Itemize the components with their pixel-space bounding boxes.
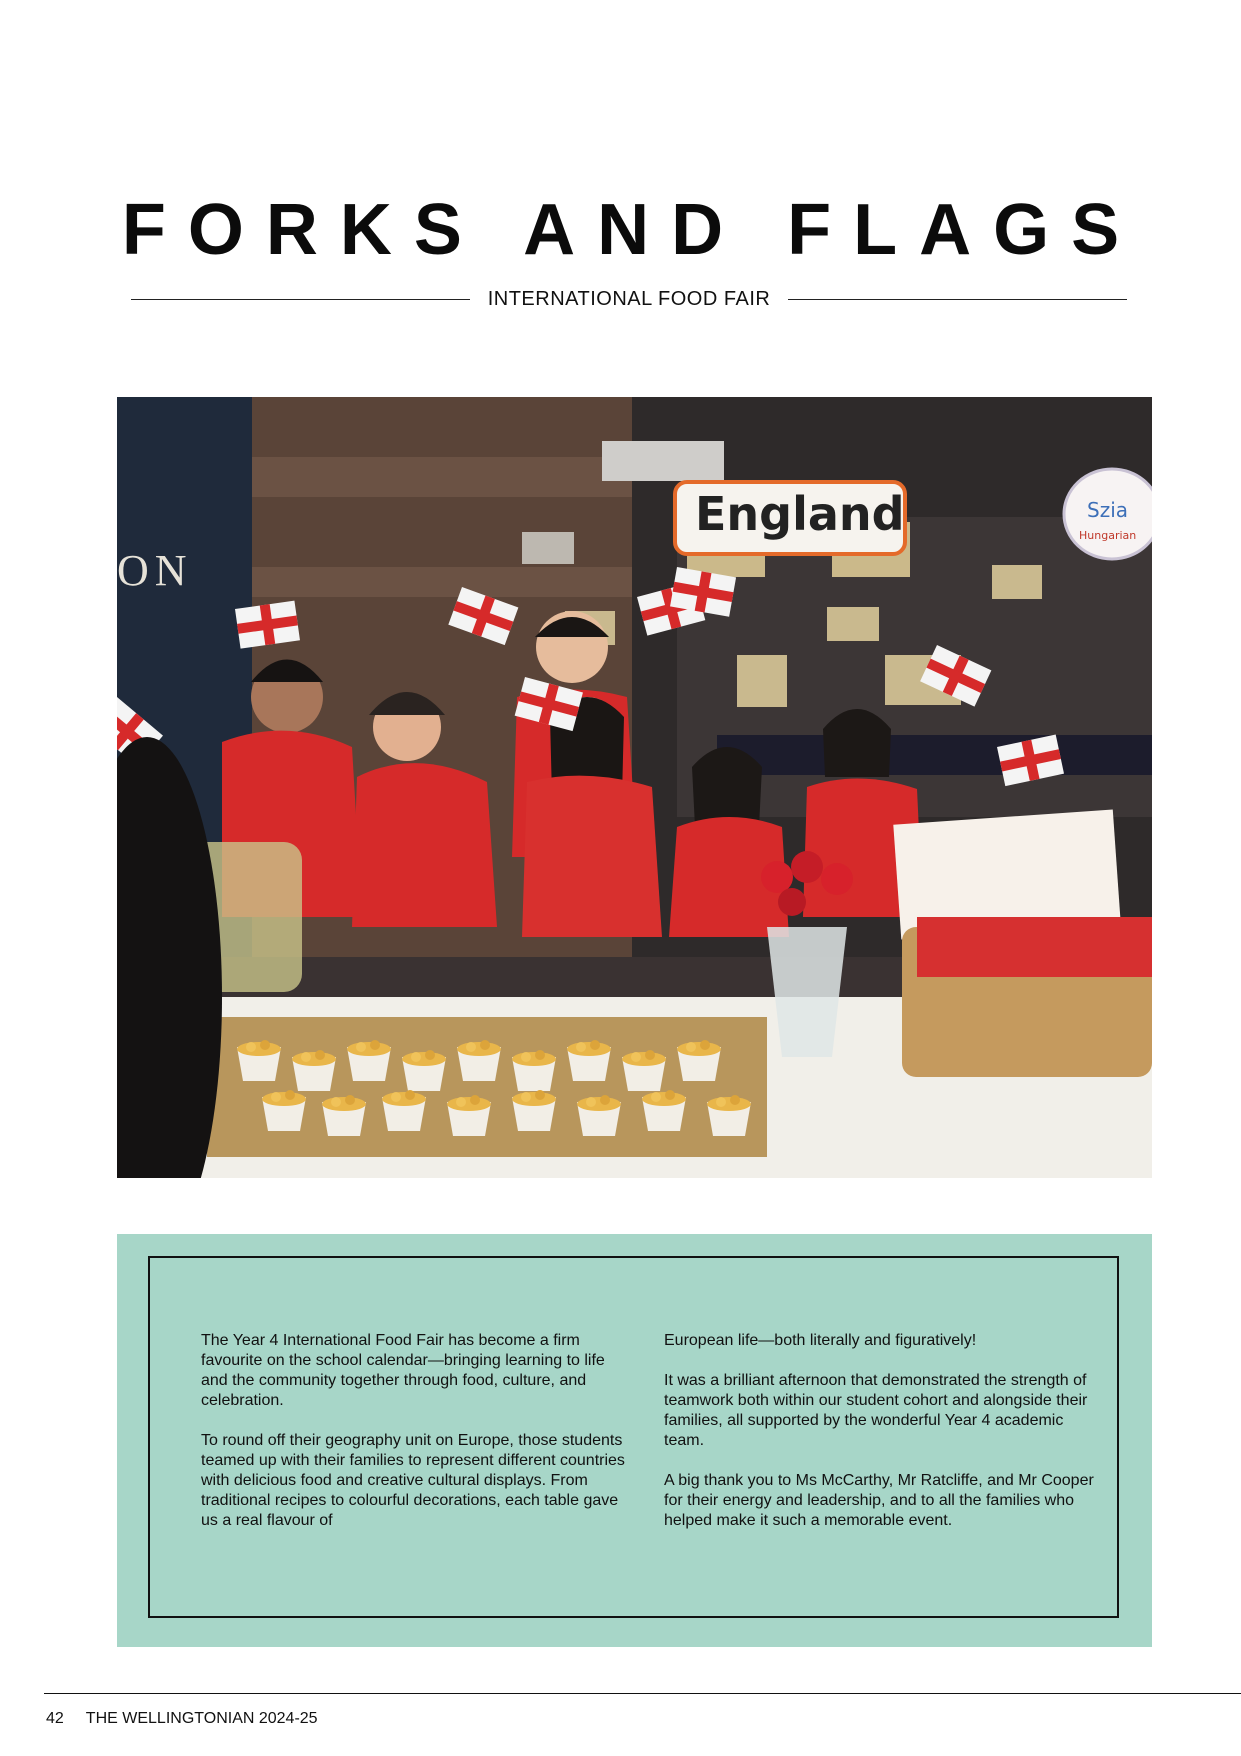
article-paragraph: European life—both literally and figuratively! bbox=[664, 1332, 977, 1349]
article-column-left bbox=[201, 1331, 633, 1551]
publication-name: THE WELLINGTONIAN 2024-25 bbox=[85, 1710, 318, 1727]
subtitle-row bbox=[131, 284, 1127, 314]
page-title: FORKS AND FLAGS bbox=[121, 190, 1142, 270]
page-subtitle: INTERNATIONAL FOOD FAIR bbox=[487, 287, 771, 310]
hungarian-sign-sub: Hungarian bbox=[1079, 529, 1137, 542]
footer-rule bbox=[44, 1693, 1241, 1694]
article-paragraph: A big thank you to Ms McCarthy, Mr Ratcliffe, and Mr Cooper for their energy and leadership, and to all the families who helped make it such a memorable event. bbox=[664, 1472, 1094, 1529]
wall-letters: ON bbox=[117, 546, 193, 595]
article-paragraph: The Year 4 International Food Fair has become a firm favourite on the school calendar—bringing learning to life and the community together through food, culture, and celebration. bbox=[201, 1332, 605, 1409]
food-fair-photo bbox=[117, 397, 1152, 1178]
article-frame bbox=[148, 1256, 1119, 1618]
article-column-right bbox=[664, 1331, 1096, 1551]
subtitle-rule-left bbox=[131, 299, 470, 300]
article-paragraph: To round off their geography unit on Europe, those students teamed up with their families to represent different countries with delicious food and creative cultural displays. From traditional recipes to colourful decorations, each table gave us a real flavour of bbox=[201, 1432, 625, 1529]
england-sign: England bbox=[695, 487, 905, 541]
subtitle-rule-right bbox=[788, 299, 1127, 300]
page-footer bbox=[46, 1710, 318, 1728]
hungarian-sign: Szia bbox=[1087, 498, 1129, 522]
article-panel bbox=[117, 1234, 1152, 1647]
page-number: 42 bbox=[46, 1710, 64, 1727]
article-paragraph: It was a brilliant afternoon that demonstrated the strength of teamwork both within our student cohort and alongside their families, all supported by the wonderful Year 4 academic team. bbox=[664, 1372, 1088, 1449]
